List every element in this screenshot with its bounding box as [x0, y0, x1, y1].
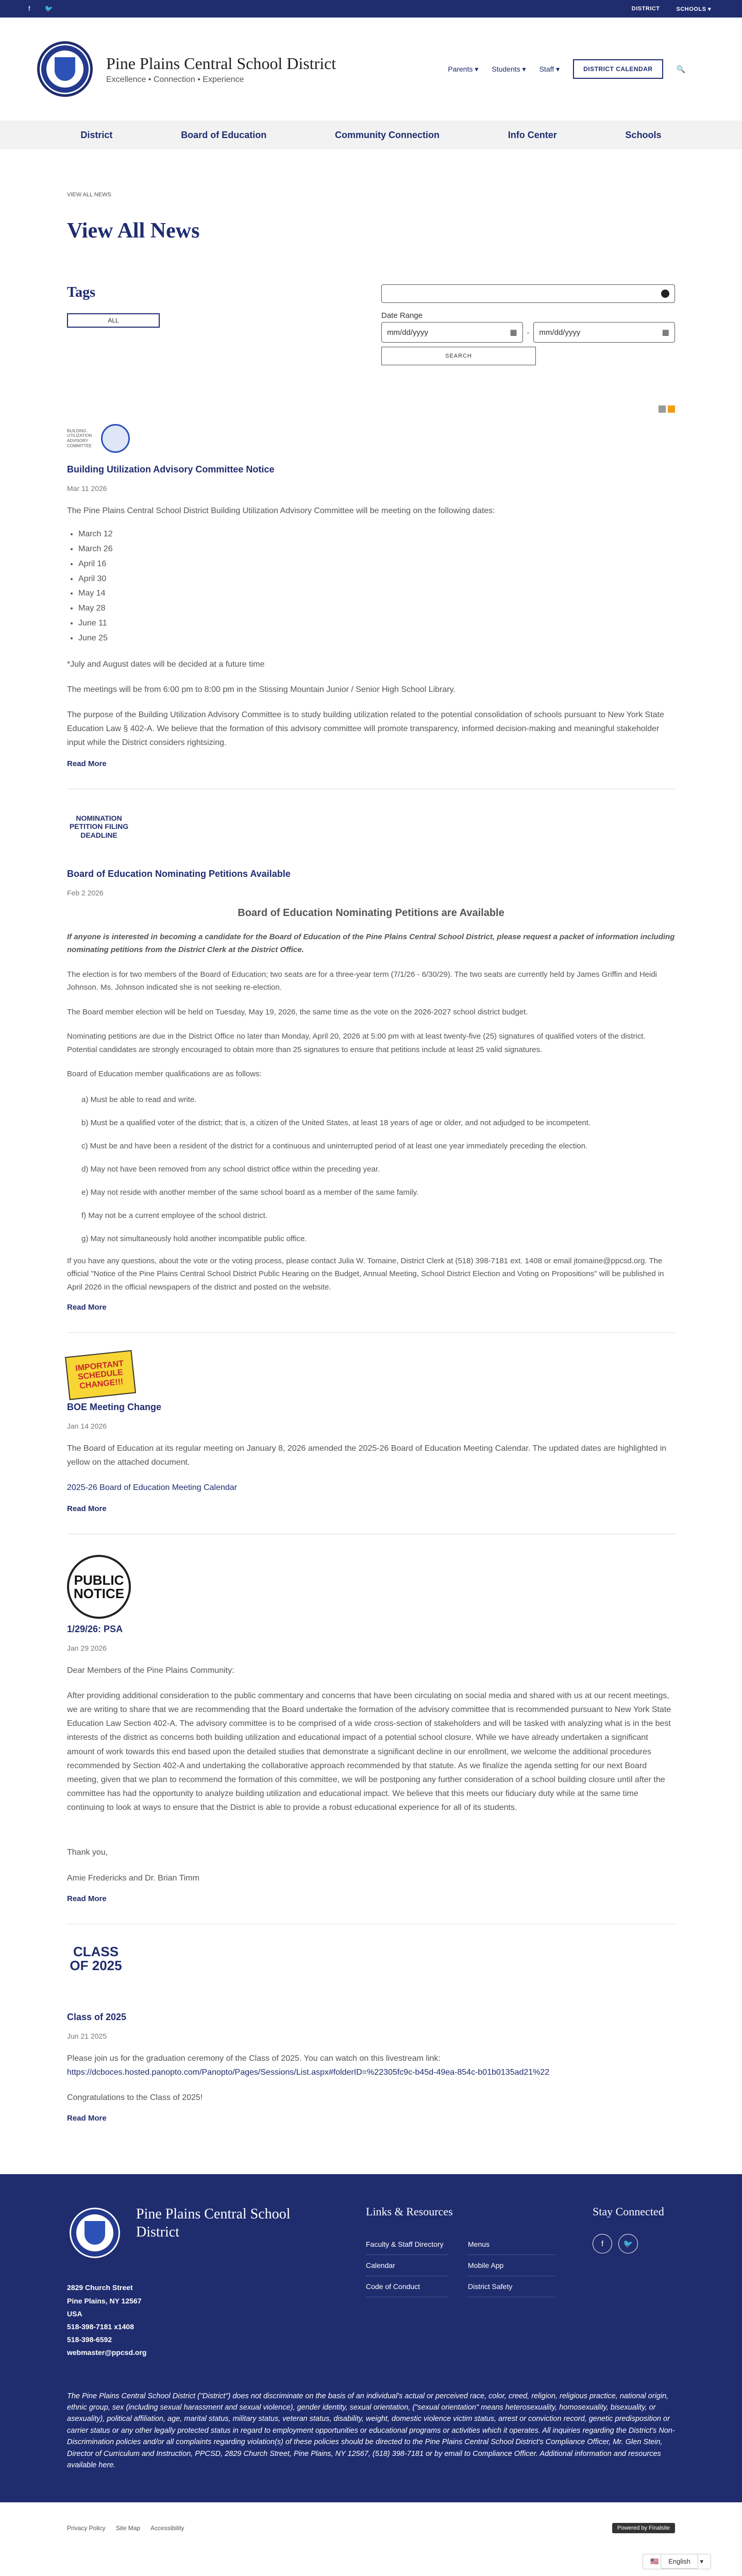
privacy-policy-link[interactable]: Privacy Policy — [67, 2524, 106, 2532]
mainnav-community[interactable]: Community Connection — [334, 129, 440, 140]
livestream-link[interactable]: https://dcboces.hosted.panopto.com/Panopto/Pages/Sessions/List.aspx#folderID=%22305fc9c-b45d-49ea-854c-b01b0135ad21%22 — [67, 2068, 550, 2077]
post-date: Mar 11 2026 — [67, 484, 107, 493]
post-thanks: Thank you, — [67, 1848, 108, 1857]
non-discrimination-notice: The Pine Plains Central School District ("District") does not discriminate on the basis of an individual's actual or perceived race, color, creed, religion, religious practice, national origin, ethnic group, sex (including sexual harassment and sexual violence), gender identity, sexual orientation, ("sexual orientation" means heterosexuality, homosexuality, bisexuality, or asexuality), political affiliation, age, marital status, military status, veteran status, disability, weight, domestic violence victim status, arrest or conviction record, genetic predisposition or carrier status or any other legally protected status in regard to employment opportunities or educational programs or activities which it operates. All inquiries regarding the District's Non-Discrimination policies and/or all complaints regarding violation(s) of these policies should be directed to the Pine Plains Central School District's Compliance Officer, Mr. Glen Stein, Director of Curriculum and Instruction, PPCSD, 2829 Church Street, Pine Plains, NY 12567, (518) 398-7181 or by email to Compliance Officer. Additional information and resources available here. — [67, 2392, 675, 2470]
post-image-text: IMPORTANT SCHEDULE CHANGE!!! — [75, 1359, 124, 1391]
powered-by-badge[interactable]: Powered by Finalsite — [612, 2523, 675, 2533]
language-label: English — [661, 2554, 698, 2569]
post-contact: If you have any questions, about the vote or the voting process, please contact Julia W. Tomaine, District Clerk at (518) 398-7181 ext. 1408 or email jtomaine@ppcsd.org. The official "Notice of the Pine Plains Central School District Public Hearing on the Budget, Annual Meeting, School District Election and Voting on Propositions" will be published in April 2026 in the official newspapers of the district and posted on the website. — [67, 1256, 664, 1292]
connect-heading: Stay Connected — [593, 2205, 664, 2218]
post-date: Jan 14 2026 — [67, 1422, 107, 1430]
post-time: The meetings will be from 6:00 pm to 8:00 pm in the Stissing Mountain Junior / Senior High School Library. — [67, 685, 456, 694]
topbar-schools-link[interactable]: SCHOOLS ▾ — [676, 6, 711, 12]
site-map-link[interactable]: Site Map — [115, 2524, 141, 2532]
nav-students[interactable]: Students ▾ — [492, 64, 526, 73]
read-more-link[interactable]: Read More — [67, 759, 107, 768]
meeting-dates-list — [78, 527, 675, 646]
footer-email-link[interactable]: webmaster@ppcsd.org — [67, 2348, 147, 2357]
search-button[interactable]: SEARCH — [381, 347, 536, 365]
date-range-label: Date Range — [381, 311, 423, 320]
calendar-document-link[interactable]: 2025-26 Board of Education Meeting Calendar — [67, 1483, 237, 1493]
mainnav-board[interactable]: Board of Education — [181, 129, 267, 140]
post-date: Jan 29 2026 — [67, 1643, 107, 1652]
news-post — [67, 1945, 675, 2144]
news-post — [67, 810, 675, 1333]
nav-students-label: Students — [492, 64, 520, 73]
read-more-link[interactable]: Read More — [67, 2114, 107, 2123]
list-item: d) May not have been removed from any school district office within the preceding year. — [81, 1164, 380, 1174]
footer-address — [67, 2281, 366, 2359]
news-post — [67, 418, 675, 789]
post-board-election: The Board member election will be held on Tuesday, May 19, 2026, the same time as the vote on the 2026-2027 school district budget. — [67, 1007, 528, 1016]
post-petitions: Nominating petitions are due in the District Office no later than Monday, April 20, 2026 at 5:00 pm with at least twenty-five (25) signatures of qualified voters of the district. Potential candidates are strongly encouraged to obtain more than 25 signatures to ensure that petitions include at least 25 valid signatures. — [67, 1032, 646, 1054]
news-post — [67, 1353, 675, 1534]
list-item: c) Must be and have been a resident of the district for a continuous and uninterrupted period of at least one year immediately preceding the election. — [81, 1141, 588, 1150]
nav-parents[interactable]: Parents ▾ — [448, 64, 479, 73]
footer-title: Pine Plains Central School District — [136, 2206, 291, 2241]
site-header — [0, 18, 742, 121]
address-line: USA — [67, 2309, 82, 2318]
facebook-icon[interactable]: f — [28, 5, 30, 12]
post-title[interactable]: BOE Meeting Change — [67, 1402, 162, 1412]
mainnav-district[interactable]: District — [80, 129, 113, 140]
post-image[interactable] — [67, 810, 131, 863]
list-item: f) May not be a current employee of the school district. — [81, 1211, 268, 1220]
list-item: a) Must be able to read and write. — [81, 1095, 197, 1104]
nav-staff-label: Staff — [539, 64, 554, 73]
address-line: 2829 Church Street — [67, 2283, 133, 2292]
post-title[interactable]: Class of 2025 — [67, 2011, 127, 2022]
list-item: • June 25 — [78, 631, 675, 646]
post-lead: If anyone is interested in becoming a candidate for the Board of Education of the Pine Plains Central School District, please request a packet of information including nominating petitions from the District Clerk at the District Office. — [67, 932, 675, 954]
breadcrumb: VIEW ALL NEWS — [67, 192, 111, 198]
post-intro: The Pine Plains Central School District Building Utilization Advisory Committee will be meeting on the following dates: — [67, 506, 495, 515]
twitter-icon[interactable]: 🐦 — [44, 5, 53, 12]
read-more-link[interactable]: Read More — [67, 1303, 107, 1312]
post-note: *July and August dates will be decided at a future time — [67, 659, 265, 669]
tag-all-button[interactable]: ALL — [67, 313, 160, 328]
footer-phone-link[interactable]: 518-398-7181 x1408 — [67, 2322, 134, 2331]
list-item: e) May not reside with another member of the same school board as a member of the same family. — [81, 1188, 419, 1197]
qualifications-list — [81, 1095, 675, 1243]
tags-heading: Tags — [67, 284, 96, 300]
list-item: • March 12 — [78, 527, 675, 542]
language-selector[interactable]: 🇺🇸 English ▾ — [643, 2554, 711, 2569]
rss-icon[interactable] — [668, 405, 675, 413]
post-image-text: PUBLIC NOTICE — [73, 1572, 125, 1601]
topbar-district-link[interactable]: DISTRICT — [631, 5, 660, 12]
post-body: After providing additional consideration to the public commentary and concerns that have been circulating on social media and shared with us at our recent meetings, we are writing to share that we are recommending that the Board undertake the formation of the advisory committee that is recommended pursuant to New York State Education Law Section 402-A. The advisory committee is to be comprised of a wide cross-section of stakeholders and will be tasked with analyzing what is in the best interests of the district as concerns both building utilization and educational impact of a potential school closure. While we have already undertaken a significant amount of work towards this end based upon the detailed studies that demonstrate a significant decline in our enrollment, we welcome the additional procedures recommended by Section 402-A and undertaking the collaborative approach recommended by that statute. As we finalize the agenda setting for our next Board meeting, given that we plan to recommend the formation of this committee, we will be postponing any further consideration of a school building closure until after the committee has had the opportunity to analyze building utilization and educational impact. We believe that this meets our fiduciary duty while at the same time continuing to look at ways to ensure that the District is able to provide a robust educational experience for all of its students. — [67, 1691, 671, 1812]
list-item: g) May not simultaneously hold another incompatible public office. — [81, 1234, 307, 1243]
page-title: View All News — [67, 219, 200, 243]
search-icon[interactable]: 🔍 — [676, 64, 685, 73]
post-image-text: BUILDING UTILIZATION ADVISORY COMMITTEE — [67, 428, 92, 448]
start-date-input[interactable] — [381, 322, 523, 343]
footer-fax: 518-398-6592 — [67, 2335, 112, 2344]
footer-link-calendar[interactable]: Calendar — [366, 2255, 448, 2276]
footer-link-menus[interactable]: Menus — [468, 2234, 555, 2255]
post-purpose: The purpose of the Building Utilization Advisory Committee is to study building utilization related to the potential consolidation of schools pursuant to New York State Education Law § 402-A. We believe that the formation of this advisory committee will promote transparency, informed decision-making and meaningful stakeholder input while the District considers rightsizing. — [67, 710, 664, 748]
top-bar — [0, 0, 742, 18]
site-title[interactable]: Pine Plains Central School District — [106, 54, 336, 73]
list-item: • June 11 — [78, 616, 675, 631]
post-image[interactable] — [67, 418, 134, 459]
post-heading: Board of Education Nominating Petitions are Available — [238, 907, 504, 919]
accessibility-link[interactable]: Accessibility — [150, 2524, 184, 2532]
footer-link-safety[interactable]: District Safety — [468, 2276, 555, 2297]
read-more-link[interactable]: Read More — [67, 1504, 107, 1513]
tag-select[interactable] — [381, 284, 675, 303]
list-item: • March 26 — [78, 542, 675, 557]
post-image[interactable] — [67, 1945, 125, 2007]
footer-link-mobile-app[interactable]: Mobile App — [468, 2255, 555, 2276]
nav-staff[interactable]: Staff ▾ — [539, 64, 560, 73]
post-body: The Board of Education at its regular meeting on January 8, 2026 amended the 2025-26 Board of Education Meeting Calendar. The updated dates are highlighted in yellow on the attached document. — [67, 1444, 667, 1467]
post-body: Please join us for the graduation ceremony of the Class of 2025. You can watch on this livestream link: — [67, 2054, 441, 2063]
calendar-feed-icon[interactable] — [659, 405, 666, 413]
post-congrats: Congratulations to the Class of 2025! — [67, 2093, 203, 2103]
post-greeting: Dear Members of the Pine Plains Community: — [67, 1666, 234, 1675]
post-image-text: NOMINATION PETITION FILING DEADLINE — [69, 814, 129, 840]
site-tagline: Excellence • Connection • Experience — [106, 75, 244, 84]
read-more-link[interactable]: Read More — [67, 1894, 107, 1903]
facebook-icon[interactable]: f — [593, 2234, 612, 2253]
post-image-text: CLASS OF 2025 — [70, 1943, 122, 1974]
list-item: • May 14 — [78, 586, 675, 601]
footer-seal-logo[interactable] — [67, 2205, 123, 2261]
top-social — [28, 5, 53, 13]
post-date: Feb 2 2026 — [67, 888, 104, 897]
district-calendar-button[interactable]: DISTRICT CALENDAR — [573, 59, 663, 79]
footer-link-conduct[interactable]: Code of Conduct — [366, 2276, 448, 2297]
site-footer — [0, 2174, 742, 2502]
main-nav — [0, 121, 742, 149]
end-date-input[interactable] — [533, 322, 675, 343]
mainnav-info[interactable]: Info Center — [508, 129, 557, 140]
bottom-bar — [0, 2502, 742, 2554]
nav-parents-label: Parents — [448, 64, 473, 73]
district-seal-logo[interactable] — [37, 41, 93, 97]
topbar-schools-label: SCHOOLS — [676, 6, 706, 12]
list-item: • May 28 — [78, 601, 675, 616]
chevron-down-icon — [661, 290, 669, 298]
post-signature: Amie Fredericks and Dr. Brian Timm — [67, 1873, 199, 1883]
post-title[interactable]: Building Utilization Advisory Committee Notice — [67, 464, 275, 474]
list-item: • April 16 — [78, 557, 675, 572]
end-date-placeholder: mm/dd/yyyy — [539, 328, 581, 337]
post-date: Jun 21 2025 — [67, 2031, 107, 2040]
post-quals-intro: Board of Education member qualifications are as follows: — [67, 1070, 262, 1078]
list-item: • April 30 — [78, 572, 675, 587]
calendar-icon: ▦ — [662, 328, 669, 337]
start-date-placeholder: mm/dd/yyyy — [387, 328, 429, 337]
post-title[interactable]: Board of Education Nominating Petitions Available — [67, 868, 291, 879]
footer-link-directory[interactable]: Faculty & Staff Directory — [366, 2234, 448, 2255]
links-heading: Links & Resources — [366, 2205, 453, 2218]
post-election: The election is for two members of the Board of Education; two seats are for a three-year term (7/1/26 - 6/30/29). The two seats are currently held by James Griffin and Heidi Johnson. Ms. Johnson indicated she is not seeking re-election. — [67, 970, 657, 992]
list-item: b) Must be a qualified voter of the district; that is, a citizen of the United States, at least 18 years of age or older, and not adjudged to be incompetent. — [81, 1118, 591, 1127]
post-title[interactable]: 1/29/26: PSA — [67, 1623, 123, 1634]
twitter-icon[interactable]: 🐦 — [618, 2234, 638, 2253]
post-image[interactable] — [65, 1350, 136, 1400]
calendar-icon: ▦ — [510, 328, 517, 337]
address-line: Pine Plains, NY 12567 — [67, 2296, 142, 2305]
news-post — [67, 1555, 675, 1924]
mainnav-schools[interactable]: Schools — [625, 129, 662, 140]
post-image[interactable] — [67, 1555, 131, 1619]
